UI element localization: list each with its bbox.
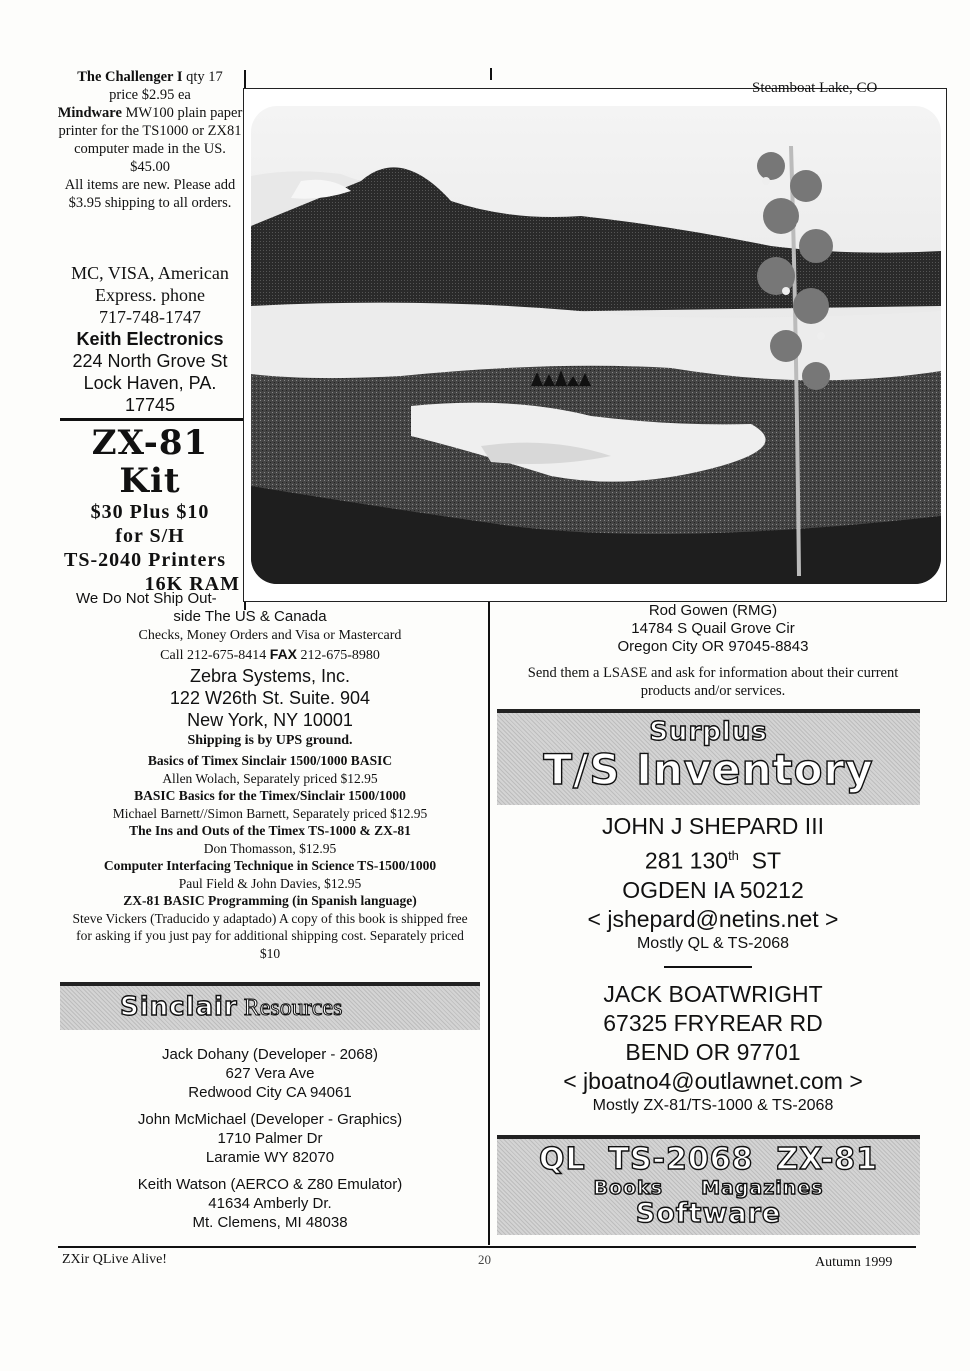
zebra-phone: Call 212-675-8414 [160, 648, 267, 663]
resource-city: Mt. Clemens, MI 48038 [192, 1214, 348, 1231]
book-item [60, 752, 480, 787]
shepard-street-rest: ST [738, 847, 782, 874]
shipping-ups: Shipping is by UPS ground. [187, 733, 353, 748]
ql-line2: Books Magazines [593, 1177, 824, 1199]
book-title: Computer Interfacing Technique in Science TS-1500/1000 [103, 858, 437, 873]
kit-ram: 16K RAM [144, 573, 240, 595]
footer-publication: ZXir QLive Alive! [62, 1252, 167, 1267]
book-item [60, 857, 480, 892]
shepard-note: Mostly QL & TS-2068 [636, 934, 790, 952]
keith-phone: 717-748-1747 [99, 307, 201, 327]
zebra-fax: 212-675-8980 [297, 648, 380, 663]
payment-methods: Checks, Money Orders and Visa or Mastercard [138, 628, 402, 643]
keith-electronics-ad [55, 262, 245, 416]
divider-short [664, 966, 752, 968]
keith-city: Lock Haven, PA. [83, 373, 217, 393]
resource-item [60, 1175, 480, 1232]
book-detail: Steve Vickers (Traducido y adaptado) A copy of this book is shipped free for asking if you just pay for additional shipping cost. Separately priced $10 [72, 910, 468, 961]
landscape-image [251, 106, 941, 584]
resources-list [60, 1045, 480, 1232]
keith-name: Keith Electronics [76, 329, 224, 349]
footer-page-number: 20 [478, 1252, 491, 1267]
boat-city: BEND OR 97701 [625, 1039, 801, 1065]
resource-city: Laramie WY 82070 [205, 1149, 335, 1166]
footer-rule [58, 1246, 916, 1248]
book-detail: Paul Field & John Davies, $12.95 [178, 875, 362, 891]
book-item [60, 822, 480, 857]
shepard-street-num: 281 130 [644, 847, 729, 874]
challenger-price: price $2.95 ea [109, 87, 191, 103]
shepard-city: OGDEN IA 50212 [622, 876, 804, 903]
surplus-inventory-banner [497, 709, 920, 805]
challenger-ad [55, 68, 245, 212]
shepard-contact [498, 812, 928, 954]
rod-name: Rod Gowen (RMG) [648, 602, 778, 619]
center-column-rule [488, 600, 490, 1245]
book-detail: Michael Barnett//Simon Barnett, Separately priced $12.95 [112, 805, 428, 821]
resource-item [60, 1045, 480, 1102]
mindware-title: Mindware [57, 105, 122, 121]
resource-name: Keith Watson (AERCO & Z80 Emulator) [137, 1176, 403, 1193]
kit-sh: for S/H [115, 525, 185, 547]
rod-city: Oregon City OR 97045-8843 [617, 638, 809, 655]
resource-name: Jack Dohany (Developer - 2068) [162, 1046, 378, 1063]
photo-caption: Steamboat Lake, CO [752, 80, 878, 96]
resource-street: 627 Vera Ave [225, 1065, 315, 1082]
zebra-company: Zebra Systems, Inc. [189, 666, 351, 686]
ql-line3: Software [635, 1198, 782, 1229]
shepard-name: JOHN J SHEPARD III [602, 813, 824, 839]
mindware-text: MW100 plain paper printer for the TS1000 or ZX81 computer made in the US. [58, 105, 243, 157]
resource-city: Redwood City CA 94061 [188, 1084, 352, 1101]
ship-note-1: We Do Not Ship Out- [76, 590, 217, 607]
book-list [60, 752, 480, 962]
ship-note-2: side The US & Canada [173, 608, 327, 625]
resource-name: John McMichael (Developer - Graphics) [137, 1111, 403, 1128]
zebra-city: New York, NY 10001 [187, 710, 353, 730]
shepard-street [498, 841, 928, 876]
rod-note: Send them a LSASE and ask for information about their current products and/or services. [527, 665, 899, 699]
book-title: BASIC Basics for the Timex/Sinclair 1500/1000 [134, 788, 406, 803]
kit-price: $30 Plus $10 [90, 501, 210, 523]
book-detail: Don Thomasson, $12.95 [203, 840, 337, 856]
zebra-street: 122 W26th St. Suite. 904 [169, 688, 371, 708]
resource-item [60, 1110, 480, 1167]
book-title: The Ins and Outs of the Timex TS-1000 & ZX-81 [129, 823, 411, 838]
fax-label: FAX [269, 646, 298, 662]
zebra-systems-ad [60, 590, 480, 750]
resource-street: 1710 Palmer Dr [217, 1130, 323, 1147]
new-items-note: All items are new. Please add $3.95 shipping to all orders. [64, 177, 236, 211]
rod-street: 14784 S Quail Grove Cir [631, 620, 795, 637]
sinclair-resources-banner [60, 982, 480, 1030]
footer-issue: Autumn 1999 [815, 1255, 893, 1270]
shepard-street-sup: th [728, 848, 739, 863]
kit-printers: TS-2040 Printers [64, 549, 227, 571]
zx81-heading: ZX-81 [91, 423, 209, 463]
ql-ts2068-zx81-banner [497, 1135, 920, 1235]
book-title: ZX-81 BASIC Programming (in Spanish language) [123, 893, 417, 908]
boat-name: JACK BOATWRIGHT [603, 981, 823, 1007]
keith-cards: MC, VISA, American Express. phone [71, 263, 229, 305]
challenger-qty: qty 17 [182, 69, 223, 85]
shepard-email: < jshepard@netins.net > [587, 905, 839, 932]
boat-street: 67325 FRYREAR RD [603, 1010, 823, 1036]
zx81-kit-ad [60, 424, 240, 596]
boat-note: Mostly ZX-81/TS-1000 & TS-2068 [592, 1097, 834, 1114]
rmg-ad [498, 602, 928, 700]
lake-landscape-photo [251, 106, 941, 584]
book-item [60, 787, 480, 822]
surplus-line1: Surplus [649, 717, 768, 747]
resource-street: 41634 Amberly Dr. [208, 1195, 332, 1212]
mindware-price: $45.00 [130, 159, 170, 175]
book-title: Basics of Timex Sinclair 1500/1000 BASIC [147, 753, 393, 768]
surplus-line2: T/S Inventory [543, 745, 874, 794]
keith-street: 224 North Grove St [72, 351, 228, 371]
keith-zip: 17745 [124, 395, 176, 415]
book-item [60, 892, 480, 962]
ql-line1: QL TS-2068 ZX-81 [538, 1142, 879, 1177]
top-tick [490, 68, 492, 80]
kit-heading: Kit [119, 461, 181, 501]
boat-email: < jboatno4@outlawnet.com > [563, 1068, 863, 1094]
divider-keith [60, 418, 245, 421]
sinclair-banner-light: Resources [237, 995, 343, 1021]
sinclair-banner-bold: Sinclair [120, 992, 238, 1022]
boatwright-contact [498, 980, 928, 1116]
challenger-title: The Challenger I [77, 69, 183, 85]
book-detail: Allen Wolach, Separately priced $12.95 [162, 770, 378, 786]
